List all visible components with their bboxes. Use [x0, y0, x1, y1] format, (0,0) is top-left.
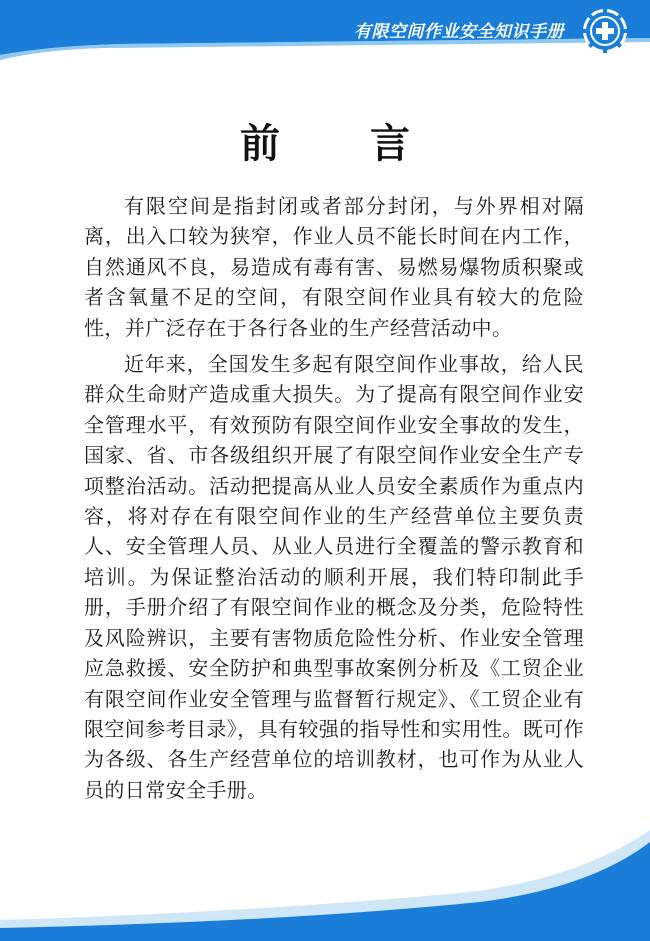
header-book-title: 有限空间作业安全知识手册: [354, 22, 564, 42]
page-title: 前 言: [240, 121, 448, 167]
safety-cross-gear-icon: [582, 8, 628, 54]
header-band: [0, 0, 650, 64]
preface-paragraph-2: 近年来，全国发生多起有限空间作业事故，给人民群众生命财产造成重大损失。为了提高有限空间作业安全管理水平，有效预防有限空间作业安全事故的发生，国家、省、市各级组织开展了有限空间作业安全生产专项整治活动。活动把提高从业人员安全素质作为重点内容，将对存在有限空间作业的生产经营单位主要负责人、安全管理人员、从业人员进行全覆盖的警示教育和培训。为保证整治活动的顺利开展，我们特印制此手册，手册介绍了有限空间作业的概念及分类，危险特性及风险辨识，主要有害物质危险性分析、作业安全管理应急救援、安全防护和典型事故案例分析及《工贸企业有限空间作业安全管理与监督暂行规定》、《工贸企业有限空间参考目录》，具有较强的指导性和实用性。既可作为各级、各生产经营单位的培训教材，也可作为从业人员的日常安全手册。: [84, 352, 584, 802]
preface-body: [84, 191, 584, 805]
preface-paragraph-1: 有限空间是指封闭或者部分封闭，与外界相对隔离，出入口较为狭窄，作业人员不能长时间在内工作，自然通风不良，易造成有毒有害、易燃易爆物质积聚或者含氧量不足的空间，有限空间作业具有较大的危险性，并广泛存在于各行各业的生产经营活动中。: [84, 194, 584, 340]
footer-swoosh: [0, 820, 650, 941]
